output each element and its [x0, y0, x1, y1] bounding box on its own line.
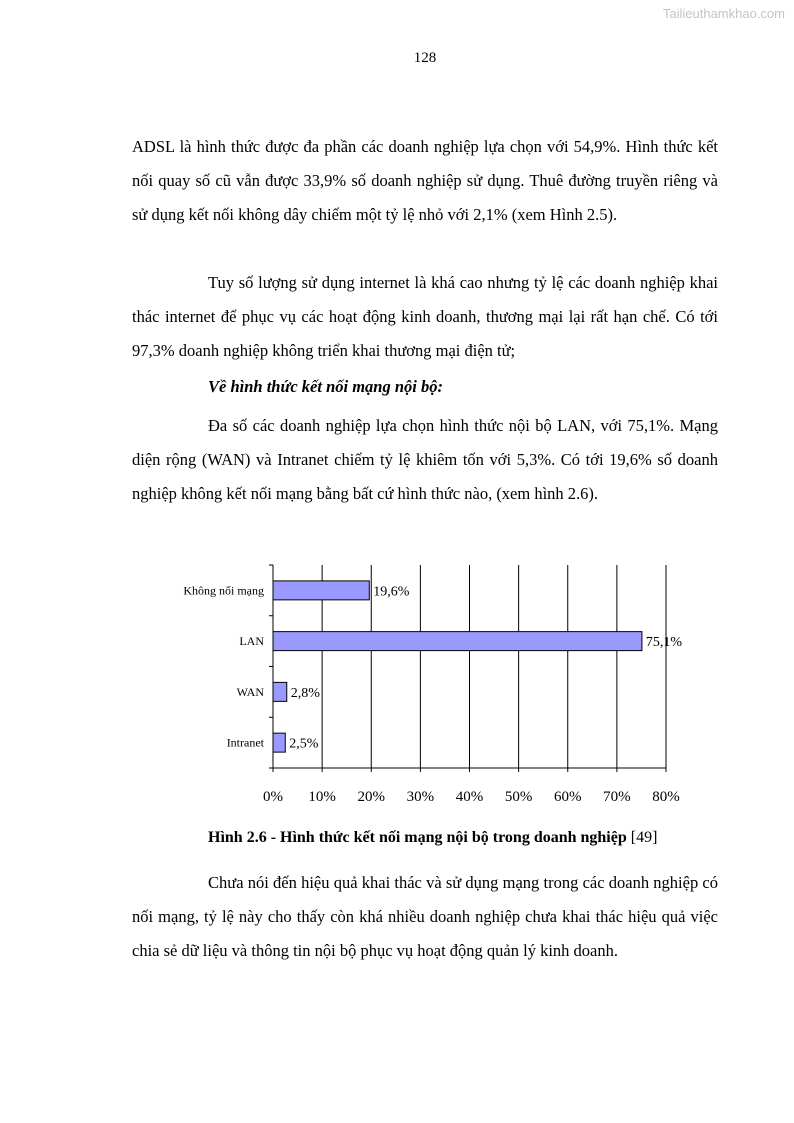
figure-reference: [49]: [630, 829, 658, 846]
data-label: 2,8%: [290, 685, 320, 701]
bar: [273, 581, 369, 600]
x-tick-label: 50%: [504, 789, 533, 805]
paragraph-adsl: ADSL là hình thức được đa phần các doanh nghiệp lựa chọn với 54,9%. Hình thức kết nối quay số cũ vẫn được 33,9% số doanh nghiệp sử dụng. Thuê đường truyền riêng và sử dụng kết nối không dây chiếm một tỷ lệ nhỏ với 2,1% (xem Hình 2.5).: [132, 137, 718, 224]
section-heading: Về hình thức kết nối mạng nội bộ:: [208, 377, 443, 396]
x-tick-label: 30%: [406, 789, 435, 805]
x-tick-label: 10%: [308, 789, 336, 805]
x-tick-label: 0%: [263, 789, 283, 805]
x-tick-label: 60%: [554, 789, 582, 805]
y-category-label: Intranet: [226, 735, 264, 750]
page-number: 128: [413, 50, 437, 66]
paragraph-conclusion: Chưa nói đến hiệu quả khai thác và sử dụng mạng trong các doanh nghiệp có nối mạng, tỷ lệ này cho thấy còn khá nhiều doanh nghiệp chưa khai thác hiệu quả việc chia sẻ dữ liệu và thông tin nội bộ phục vụ hoạt động quản lý kinh doanh.: [132, 873, 718, 960]
data-label: 2,5%: [289, 736, 319, 752]
paragraph-internet-usage: Tuy số lượng sử dụng internet là khá cao nhưng tỷ lệ các doanh nghiệp khai thác internet để phục vụ các hoạt động kinh doanh, thương mại lại rất hạn chế. Có tới 97,3% doanh nghiệp không triển khai thương mại điện tử;: [132, 273, 718, 360]
data-label: 75,1%: [645, 635, 683, 651]
figure-caption: [208, 829, 657, 847]
figure-caption-text: Hình 2.6 - Hình thức kết nối mạng nội bộ trong doanh nghiệp: [208, 829, 627, 846]
watermark: Tailieuthamkhao.com: [662, 6, 785, 21]
x-tick-label: 70%: [603, 789, 631, 805]
x-tick-label: 20%: [357, 789, 385, 805]
bar: [273, 733, 285, 752]
data-label: 19,6%: [373, 584, 410, 600]
x-tick-label: 40%: [455, 789, 484, 805]
y-category-label: WAN: [236, 684, 264, 699]
y-category-label: LAN: [239, 634, 264, 649]
y-category-label: Không nối mạng: [183, 583, 264, 598]
bar: [273, 632, 642, 651]
bar: [273, 682, 287, 701]
paragraph-lan: Đa số các doanh nghiệp lựa chọn hình thức nội bộ LAN, với 75,1%. Mạng diện rộng (WAN) và Intranet chiếm tỷ lệ khiêm tốn với 5,3%. Có tới 19,6% số doanh nghiệp không kết nối mạng bằng bất cứ hình thức nào, (xem hình 2.6).: [132, 416, 718, 503]
x-tick-label: 80%: [652, 789, 680, 805]
